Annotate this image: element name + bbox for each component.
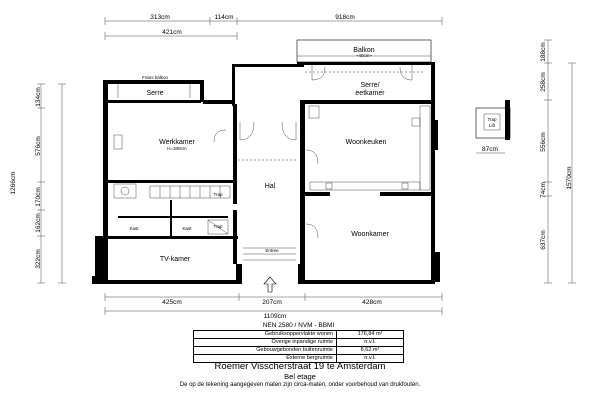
room-serre-left: Serre <box>146 90 164 97</box>
table-row <box>194 347 404 355</box>
area-value: n.v.t. <box>337 339 404 347</box>
area-label: Gebouwgebonden buitenruimte <box>194 347 337 355</box>
room-kast-2: Kast <box>182 226 192 231</box>
dim-left-1: 134cm <box>35 87 42 107</box>
room-serre-left-top: Frans balkon <box>141 75 169 80</box>
room-woonkamer: Woonkamer <box>351 231 389 238</box>
room-woonkeuken: Woonkeuken <box>345 139 387 146</box>
page-subtitle: Bel etage <box>284 372 316 381</box>
page-title: Roemer Visscherstraat 19 te Amsterdam <box>214 361 386 372</box>
woonkeuken <box>306 106 430 190</box>
table-row <box>194 339 404 347</box>
room-entree: Entree <box>265 248 279 253</box>
woonkamer <box>306 224 389 238</box>
serre-right <box>305 65 425 97</box>
room-werkkamer: Werkkamer <box>159 139 195 146</box>
room-trap: Trap <box>213 192 223 197</box>
area-table-caption: NEN 2580 / NVM - BBMI <box>262 322 335 329</box>
dim-left-total: 1266cm <box>10 171 17 195</box>
room-serre-right: Serre/ <box>360 82 380 89</box>
dim-top-1: 313cm <box>150 14 170 21</box>
werkkamer <box>114 130 226 151</box>
room-trap-3: Trap <box>487 117 497 122</box>
dim-top-2: 114cm <box>214 14 234 21</box>
room-kast-1: Kast <box>129 226 139 231</box>
dim-bottom-3: 428cm <box>362 299 382 306</box>
tv-kamer <box>160 256 191 263</box>
dim-left-5: 322cm <box>35 249 42 269</box>
dim-right-4: 74cm <box>540 182 547 198</box>
dim-left-2: 576cm <box>35 136 42 156</box>
room-hal: Hal <box>264 183 276 190</box>
dim-top-second: 421cm <box>162 29 182 36</box>
dim-right-2: 258cm <box>540 72 547 92</box>
area-value: n.v.t. <box>337 355 404 363</box>
area-value: 176,84 m² <box>337 331 404 339</box>
right-dimensions <box>540 40 576 283</box>
balkon <box>297 40 431 62</box>
area-label: Externe bergruimte <box>194 355 337 363</box>
serre-left <box>113 75 197 98</box>
hal <box>238 122 298 292</box>
area-table <box>193 322 404 363</box>
dim-right-total: 1570cm <box>566 166 573 190</box>
dim-right-1: 188cm <box>540 42 547 62</box>
dim-left-3: 170cm <box>35 187 42 207</box>
room-lift: Lift <box>488 123 496 128</box>
bottom-dimensions <box>105 293 442 320</box>
area-label: Gebruiksoppervlakte wonen <box>194 331 337 339</box>
room-serre-right-2: eetkamer <box>355 90 385 97</box>
room-balkon: Balkon <box>353 47 375 54</box>
disclaimer: De op de tekening aangegeven maten zijn circa-maten, onder voorbehoud van drukfouten. <box>179 382 421 388</box>
room-werkkamer-sub: H=308cm <box>167 146 187 151</box>
table-row <box>194 331 404 339</box>
top-dimensions <box>105 14 442 40</box>
dim-right-5: 637cm <box>540 230 547 250</box>
dim-top-3: 918cm <box>335 14 355 21</box>
dim-87: 87cm <box>482 146 498 153</box>
dim-left-4: 162cm <box>35 213 42 233</box>
room-trap-2: Trap <box>213 224 223 229</box>
dim-bottom-2: 207cm <box>262 299 282 306</box>
room-balkon-sub: ~40cm~ <box>355 53 373 58</box>
dim-bottom-total: 1109cm <box>263 313 287 320</box>
lift-area <box>476 100 510 153</box>
area-value: 8,62 m² <box>337 347 404 355</box>
area-label: Overige inpandige ruimte <box>194 339 337 347</box>
dim-right-3: 556cm <box>540 132 547 152</box>
room-tv-kamer: TV-kamer <box>159 256 191 263</box>
left-dimensions <box>10 84 66 283</box>
dim-bottom-1: 425cm <box>162 299 182 306</box>
